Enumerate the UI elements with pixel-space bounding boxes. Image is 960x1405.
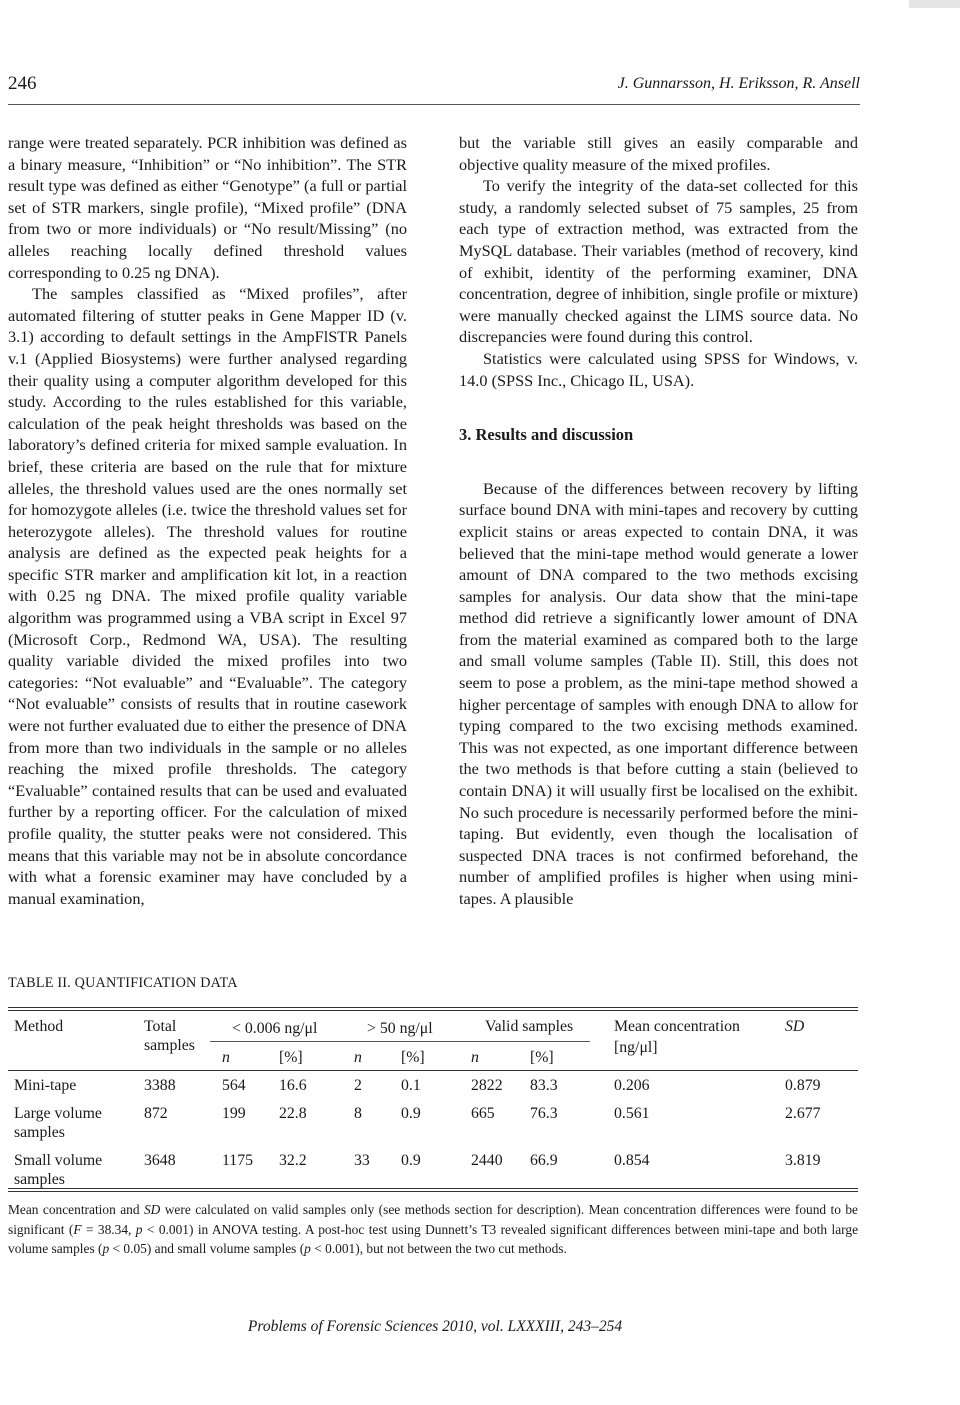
header-mean: Mean concentration xyxy=(614,1018,740,1035)
row-method-line2: samples xyxy=(14,1171,65,1188)
running-title: J. Gunnarsson, H. Eriksson, R. Ansell xyxy=(617,75,860,92)
left-paragraph-1: range were treated separately. PCR inhibition was defined as a binary measure, “Inhibition” or “No inhibition”. The STR result type was defined as either “Genotype” (a full or partial set of STR markers, single profile), “Mixed profile” (DNA from two or more individuals) or “No result/Missing” (no alleles reaching locally defined threshold values corresponding to 0.25 ng DNA). xyxy=(8,133,407,282)
header-rule xyxy=(8,104,860,105)
row-valid-n: 2440 xyxy=(471,1152,503,1169)
row-total: 3648 xyxy=(144,1152,176,1169)
right-paragraph-1: but the variable still gives an easily comparable and objective quality measure of the mixed profiles. xyxy=(459,133,858,174)
row-mean: 0.206 xyxy=(614,1077,650,1094)
header-mean-unit: [ng/μl] xyxy=(614,1039,658,1056)
row-total: 872 xyxy=(144,1105,168,1122)
row-mean: 0.561 xyxy=(614,1105,650,1122)
header-high-n: n xyxy=(354,1049,362,1066)
page-number: 246 xyxy=(8,73,37,94)
row-method-line2: samples xyxy=(14,1124,65,1141)
header-low-n: n xyxy=(222,1049,230,1066)
right-paragraph-3: Statistics were calculated using SPSS for Windows, v. 14.0 (SPSS Inc., Chicago IL, USA). xyxy=(459,348,858,390)
row-high-pct: 0.1 xyxy=(401,1077,421,1094)
section-heading: 3. Results and discussion xyxy=(459,425,634,445)
right-column xyxy=(459,132,858,910)
table-footnote: Mean concentration and SD were calculated on valid samples only (see methods section for description). Mean concentration differences were found to be significant (F = 38.34, p < 0.001) in ANOVA testing. A post-hoc test using Dunnett’s T3 revealed significant differences between mini-tape and both large volume samples (p < 0.05) and small volume samples (p < 0.001), but not between the two cut methods. xyxy=(8,1202,859,1256)
row-mean: 0.854 xyxy=(614,1152,650,1169)
table-top-rule xyxy=(8,1007,858,1008)
row-valid-n: 2822 xyxy=(471,1077,503,1094)
row-high-pct: 0.9 xyxy=(401,1152,421,1169)
header-valid-n: n xyxy=(471,1049,479,1066)
row-low-pct: 22.8 xyxy=(279,1105,307,1122)
header-sd: SD xyxy=(785,1018,805,1035)
row-sd: 0.879 xyxy=(785,1077,821,1094)
header-group-low: < 0.006 ng/μl xyxy=(232,1020,318,1037)
row-total: 3388 xyxy=(144,1077,176,1094)
header-total-2: samples xyxy=(144,1037,195,1054)
row-high-n: 33 xyxy=(354,1152,370,1169)
table-caption: TABLE II. QUANTIFICATION DATA xyxy=(8,975,238,991)
row-sd: 2.677 xyxy=(785,1105,821,1122)
left-column xyxy=(8,132,407,909)
header-group-rule xyxy=(210,1041,590,1042)
table-bottom-rule xyxy=(8,1188,858,1189)
header-high-pct: [%] xyxy=(401,1049,425,1066)
header-method: Method xyxy=(14,1018,64,1035)
table-bottom-rule-2 xyxy=(8,1191,858,1192)
page-corner-mark xyxy=(909,0,960,8)
row-high-n: 2 xyxy=(354,1077,362,1094)
row-method: Mini-tape xyxy=(14,1077,77,1094)
row-method: Small volume xyxy=(14,1152,103,1169)
row-high-n: 8 xyxy=(354,1105,362,1122)
row-low-n: 199 xyxy=(222,1105,246,1122)
row-high-pct: 0.9 xyxy=(401,1105,421,1122)
header-valid-pct: [%] xyxy=(530,1049,554,1066)
row-low-pct: 32.2 xyxy=(279,1152,307,1169)
row-valid-pct: 76.3 xyxy=(530,1105,558,1122)
row-method: Large volume xyxy=(14,1105,102,1122)
header-total: Total xyxy=(144,1018,177,1035)
row-low-n: 564 xyxy=(222,1077,246,1094)
right-paragraph-2: To verify the integrity of the data-set collected for this study, a randomly selected subset of 75 samples, 25 from each type of extraction method, was extracted from the MySQL database. Their variables (method of recovery, kind of exhibit, identity of the performing examiner, DNA concentration, degree of inhibition, single profile or mixture) were manually checked against the LIMS source data. No discrepancies were found during this control. xyxy=(459,176,858,347)
row-low-pct: 16.6 xyxy=(279,1077,307,1094)
header-group-valid: Valid samples xyxy=(485,1018,574,1035)
section-paragraph: Because of the differences between recovery by lifting surface bound DNA with mini-tapes and recovery by cutting explicit stains or areas expected to contain DNA, it was believed that the mini-tape method would generate a lower amount of DNA compared to the two methods excising samples for analysis. Our data show that the mini-tape method did retrieve a significantly lower amount of DNA from the material examined as compared both to the large and small volume samples (Table II). Still, this does not seem to pose a problem, as the mini-tape method showed a higher percentage of samples with enough DNA to allow for typing compared to the two excising methods examined. This was not expected, as one important difference between the two methods is that before cutting a stain (believed to contain DNA) it will usually first be localised on the exhibit. No such procedure is necessarily performed before the mini-taping. But evidently, even though the localisation of suspected DNA traces is not confirmed beforehand, the number of amplified profiles is higher when using mini-tapes. A plausible xyxy=(459,478,858,908)
header-bottom-rule xyxy=(8,1070,858,1071)
left-paragraph-2: The samples classified as “Mixed profiles”, after automated filtering of stutter peaks in Gene Mapper ID (v. 3.1) according to default settings in the AmpFlSTR Panels v.1 (Applied Biosystems) were further analysed regarding their quality using a computer algorithm developed for this study. According to the rules established for this variable, calculation of the peak height thresholds was based on the laboratory’s defined criteria for mixed sample evaluation. In brief, these criteria are based on the rule that for mixture alleles, the threshold values used are the ones normally set for homozygote alleles (i.e. twice the threshold values set for heterozygote alleles). The threshold values for routine analysis are defined as the expected peak heights for a specific STR marker and amplification kit lot, in a reaction with 0.25 ng DNA. The mixed profile quality variable algorithm was programmed using a VBA script in Excel 97 (Microsoft Corp., Redmond WA, USA). The resulting quality variable divided the mixed profiles into two categories: “Not evaluable” and “Evaluable”. The category “Not evaluable” consists of results that in routine casework were not further evaluated due to either the presence of DNA from more than two individuals in the sample or no alleles reaching the mixed profile thresholds. The category “Evaluable” contained results that can be used and evaluated further by a reporting officer. For the calculation of mixed profile quality, the stutter peaks were not considered. This means that this variable may not be in absolute concordance with what a forensic examiner may have concluded by a manual examination, xyxy=(8,284,407,908)
row-valid-n: 665 xyxy=(471,1105,495,1122)
row-sd: 3.819 xyxy=(785,1152,821,1169)
row-valid-pct: 83.3 xyxy=(530,1077,558,1094)
row-low-n: 1175 xyxy=(222,1152,254,1169)
row-valid-pct: 66.9 xyxy=(530,1152,558,1169)
table-top-rule-2 xyxy=(8,1010,858,1011)
header-group-high: > 50 ng/μl xyxy=(367,1020,433,1037)
header-low-pct: [%] xyxy=(279,1049,303,1066)
journal-footer: Problems of Forensic Sciences 2010, vol. LXXXIII, 243–254 xyxy=(247,1318,623,1335)
